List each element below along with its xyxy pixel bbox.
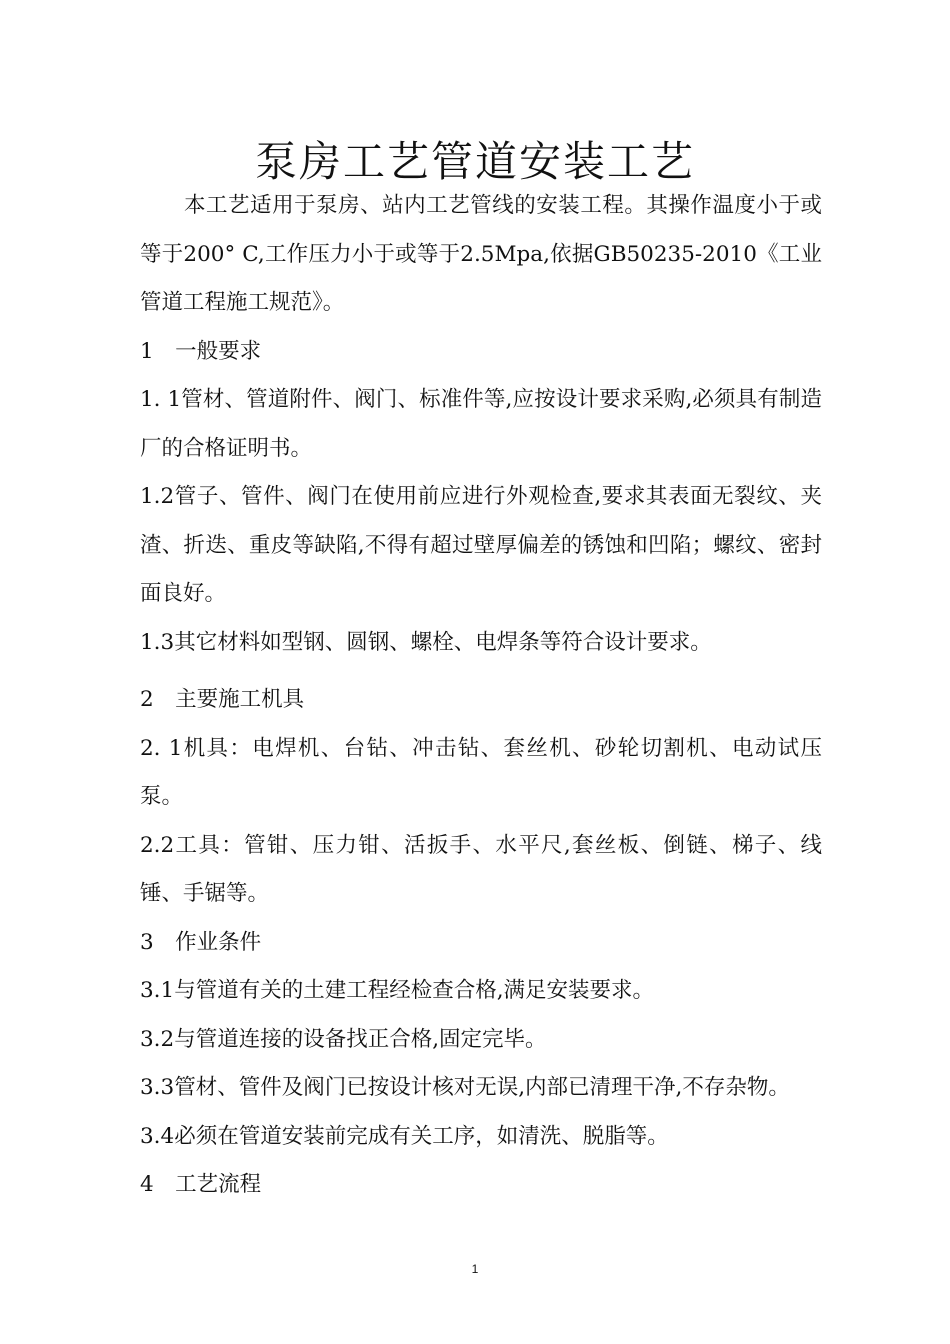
paragraph-3-1: 3.1与管道有关的土建工程经检查合格,满足安装要求。 [140, 978, 655, 1003]
paragraph-2-2: 2.2工具：管钳、压力钳、活扳手、水平尺,套丝板、倒链、梯子、线锤、手锯等。 [140, 832, 822, 906]
section-heading-3: 3 作业条件 [140, 929, 262, 955]
paragraph-3-4: 3.4必须在管道安装前完成有关工序，如清洗、脱脂等。 [140, 1123, 669, 1149]
document-title: 泵房工艺管道安装工艺 [254, 137, 695, 187]
page-number: 1 [471, 1262, 479, 1276]
paragraph-1-3: 1.3其它材料如型钢、圆钢、螺栓、电焊条等符合设计要求。 [140, 629, 712, 655]
section-heading-4: 4 工艺流程 [140, 1172, 262, 1197]
intro-paragraph: 本工艺适用于泵房、站内工艺管线的安装工程。其操作温度小于或等于200° C,工作压力小于或等于2.5Mpa,依据GB50235-2010《工业管道工程施工规范》。 [140, 193, 822, 315]
paragraph-1-1: 1. 1管材、管道附件、阀门、标准件等,应按设计要求采购,必须具有制造厂的合格证明书。 [140, 387, 822, 461]
paragraph-3-3: 3.3管材、管件及阀门已按设计核对无误,内部已清理干净,不存杂物。 [140, 1075, 790, 1100]
paragraph-3-2: 3.2与管道连接的设备找正合格,固定完毕。 [140, 1026, 547, 1052]
paragraph-2-1: 2. 1机具：电焊机、台钻、冲击钻、套丝机、砂轮切割机、电动试压泵。 [140, 735, 822, 809]
document-body [140, 182, 822, 1210]
paragraph-1-2: 1.2管子、管件、阀门在使用前应进行外观检查,要求其表面无裂纹、夹渣、折迭、重皮等缺陷,不得有超过壁厚偏差的锈蚀和凹陷；螺纹、密封面良好。 [140, 484, 822, 606]
section-heading-2: 2 主要施工机具 [140, 687, 305, 712]
section-heading-1: 1 一般要求 [140, 338, 262, 364]
